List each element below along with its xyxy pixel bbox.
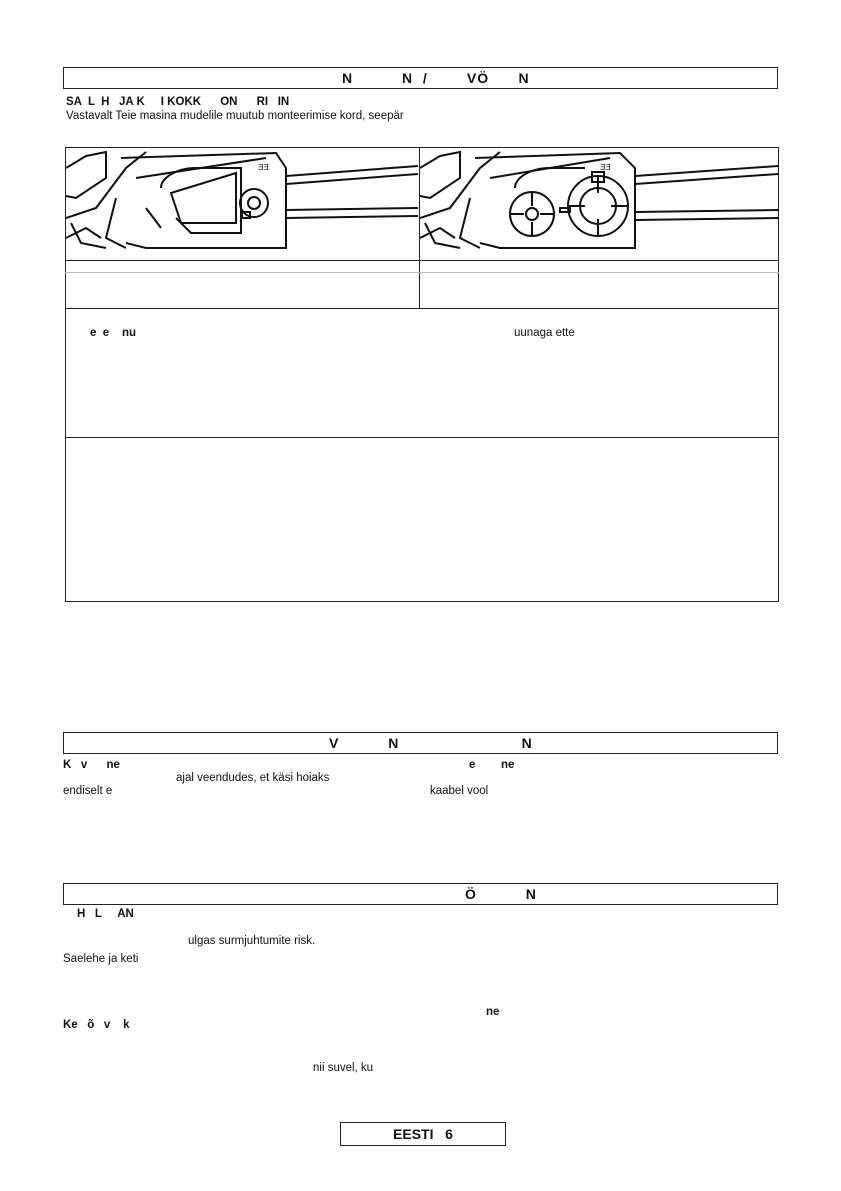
figure-row-divider-3 [65, 308, 779, 309]
section1-para-a2: uunaga ette [514, 327, 575, 339]
section3-line3: Saelehe ja keti [63, 953, 139, 965]
section1-para-a1: e e nu [90, 327, 137, 339]
section2-line3-a: endiselt e [63, 785, 113, 797]
figure-row-divider-2 [65, 272, 779, 273]
chainsaw-illustration-right [420, 148, 778, 259]
chainsaw-logo-left: ƎƎ [258, 163, 269, 172]
section3-line2: ulgas surmjuhtumite risk. [188, 935, 316, 947]
chainsaw-logo-right: ƎƎ [600, 163, 611, 172]
section3-line4-b: Ke õ v k [63, 1019, 130, 1031]
section2-line2: ajal veendudes, et käsi hoiaks [176, 772, 330, 784]
section1-intro: Vastavalt Teie masina mudelile muutub monteerimise kord, seepär [66, 110, 404, 122]
section2-line1-b: e ne [469, 759, 515, 771]
page-footer-label: EESTI 6 [393, 1126, 453, 1142]
section1-header: N N / VÖ N [342, 70, 530, 86]
figure-row-divider-1 [65, 260, 779, 261]
chainsaw-illustration-left [66, 148, 418, 259]
section3-line1: H L AN [77, 908, 134, 920]
section3-header-box [63, 883, 778, 905]
section2-header: V N N [329, 735, 533, 751]
figure-row-divider-4 [65, 437, 779, 438]
section3-line5: nii suvel, ku [313, 1062, 374, 1074]
section1-subheading: SA L H JA K I KOKK ON RI IN [66, 96, 290, 108]
section2-line3-b: kaabel vool [430, 785, 489, 797]
section3-header: Ö N [465, 886, 537, 902]
section2-line1-a: K v ne [63, 759, 120, 771]
section3-line4-a: ne [486, 1006, 500, 1018]
